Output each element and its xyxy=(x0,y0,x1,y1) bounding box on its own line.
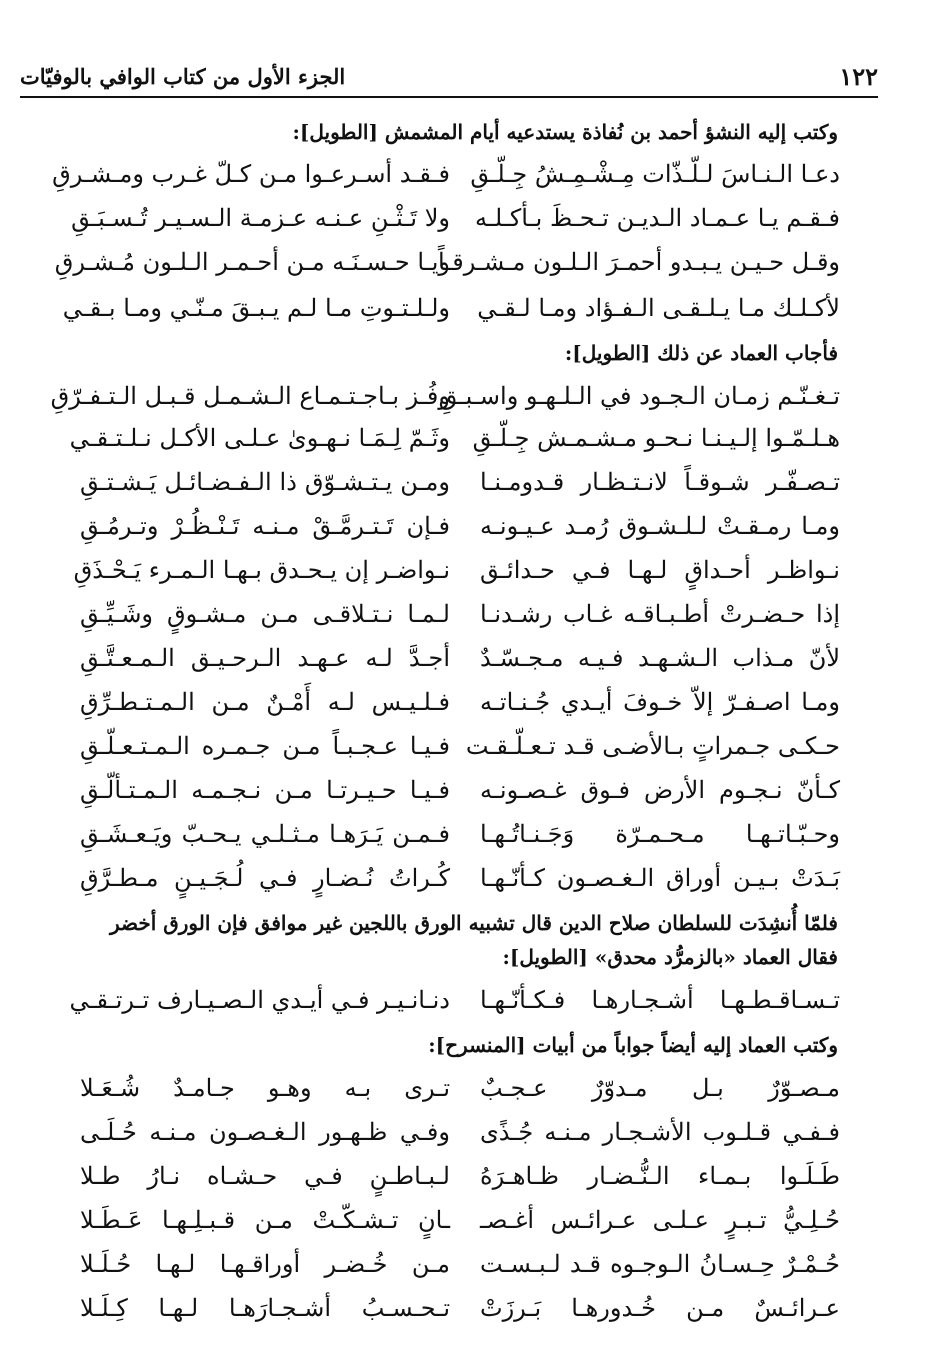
verse-second-hemistich: فـإن تَـتـرمَّـقْ مـنـه تَـنْـظُـرْ وتـرمُـقِ xyxy=(80,512,450,540)
verse-first-hemistich: دعـا الـنـاسَ لـلّـذّات مِـشْـمِـشُ جِـلّـقِ xyxy=(470,160,840,188)
section-intro: فأجاب العماد عن ذلك [الطويل]: xyxy=(564,341,838,365)
verse-line xyxy=(52,152,840,196)
verse-first-hemistich: لأنّ مـذاب الـشـهـد فـيـه مـجـسّـدٌ xyxy=(480,644,840,672)
verse-second-hemistich: ولـلـتـوتِ مـا لـم يـبـقَ مـنّـي ومـا بـقـي xyxy=(62,294,450,322)
section-intro-continued: فقال العماد «بالزمرُّد محدق» [الطويل]: xyxy=(502,945,838,969)
verse-line xyxy=(60,1198,840,1242)
verse-line xyxy=(60,978,840,1022)
verse-line xyxy=(60,504,840,548)
verse-second-hemistich: أجـدَّ لـه عـهـد الـرحـيـق الـمـعـتَّـقِ xyxy=(80,644,450,672)
verse-line xyxy=(54,240,840,284)
running-title: الجزء الأول من كتاب الوافي بالوفيّات xyxy=(20,63,346,89)
verse-second-hemistich: ومـن يـتـشـوّق ذا الـفـضـائـل يَـشـتـقِ xyxy=(80,468,450,496)
verse-first-hemistich: بَـدَتْ بـيـن أوراق الـغـصـون كـأنّـهـا xyxy=(480,864,840,892)
page-header xyxy=(20,56,878,98)
verse-line xyxy=(60,1242,840,1286)
verse-second-hemistich: فـقـد أسـرعـوا مـن كـلّ غـرب ومـشـرقِ xyxy=(52,160,450,188)
verse-first-hemistich: تـغـنّـم زمـان الـجـود في الـلـهـو واسـبـقِ xyxy=(438,382,840,410)
verse-second-hemistich: فـلـيـس لـه أَمْـنٌ مـن الـمـتـطـرِّقِ xyxy=(80,688,450,716)
verse-second-hemistich: مـن خُـضـر أوراقـهـا لـهـا حُـلَـلا xyxy=(80,1250,450,1278)
verse-second-hemistich: ولا تَـثْـنِ عـنـه عـزمـة الـسـيـر تُـسـبَـقِ xyxy=(71,204,450,232)
verse-first-hemistich: وحـبّـاتـهـا مـحـمـرّة وَجَـنـاتُـهـا xyxy=(480,820,840,848)
verse-first-hemistich: حـكـى جـمراتٍ بـالأضـى قـد تـعـلّـقـت xyxy=(465,732,840,760)
verse-line xyxy=(60,856,840,900)
verse-line xyxy=(60,680,840,724)
verse-first-hemistich: إذا حـضـرتْ أطـبـاقـه غـاب رشـدنـا xyxy=(480,600,840,628)
verse-second-hemistich: وثَـمّ لِـمَـا نـهـوىٰ عـلـى الأكـل نـلـتـقـي xyxy=(69,424,450,452)
verse-second-hemistich: نـواضـر إن يـحـدق بـهـا الـمـرء يَـحْـذَقِ xyxy=(73,556,450,584)
verse-first-hemistich: طَـلَـوا بـمـاء الـنُّـضـار ظـاهـرَهُ xyxy=(480,1162,840,1190)
verse-first-hemistich: وقـل حـيـن يـبـدو أحمـرَ الـلـون مـشـرقـاً xyxy=(437,248,840,276)
verse-line xyxy=(60,460,840,504)
verse-line xyxy=(60,1110,840,1154)
verse-line xyxy=(60,416,840,460)
verse-second-hemistich: كُـراتُ نُـضـارٍ فـي لُـجَـيـنٍ مـطـرَّقِ xyxy=(80,864,450,892)
verse-second-hemistich: وفُـز بـاجـتـمـاع الـشـمـل قـبـل الـتـفـرّقِ xyxy=(50,382,450,410)
verse-second-hemistich: ـانٍ تـشـكّـتْ مـن قـبـلِـهـا عَـطَـلا xyxy=(80,1206,450,1234)
verse-line xyxy=(60,768,840,812)
verse-first-hemistich: عـرائـسٌ مـن خُـدورهـا بَـرزَتْ xyxy=(480,1294,840,1322)
page-number: ١٢٢ xyxy=(839,61,878,91)
verse-second-hemistich: فـيـا عـجـبـاً مـن جـمـره الـمـتـعـلّـقِ xyxy=(80,732,450,760)
verse-first-hemistich: ومـا اصـفـرّ إلاّ خـوفَ أيـدي جُـنـاتـه xyxy=(480,688,840,716)
verse-second-hemistich: ويـا حـسـنَـه مـن أحـمـر الـلـون مُـشـرقِ xyxy=(54,248,450,276)
verse-line xyxy=(60,1066,840,1110)
section-intro: وكتب إليه النشؤ أحمد بن نُفاذة يستدعيه أيام المشمش [الطويل]: xyxy=(292,120,838,144)
verse-line xyxy=(60,1286,840,1330)
verse-second-hemistich: لـبـاطـنٍ فـي حـشـاه نـارُ طـلا xyxy=(80,1162,450,1190)
verse-line xyxy=(60,724,840,768)
verse-second-hemistich: دنـانـيـر فـي أيـدي الـصـيـارف تـرتـقـي xyxy=(69,986,450,1014)
section-intro: وكتب العماد إليه أيضاً جواباً من أبيات [المنسرح]: xyxy=(428,1033,838,1057)
verse-second-hemistich: فـمـن يَـرَهـا مـثـلـي يـحـبّ ويَـعـشَـقِ xyxy=(80,820,450,848)
verse-first-hemistich: ومـا رمـقـتْ لـلـشـوق رُمـد عـيـونـه xyxy=(480,512,840,540)
verse-line xyxy=(60,636,840,680)
verse-first-hemistich: فـفـي قـلـوب الأشـجـار مـنـه جُـذًى xyxy=(480,1118,840,1146)
verse-line xyxy=(50,374,840,418)
verse-second-hemistich: فـيـا حـيـرتـا مـن نـجـمـه الـمـتـألّـقِ xyxy=(80,776,450,804)
verse-first-hemistich: تـسـاقـطـهـا أشـجـارهـا فـكـأنّـهـا xyxy=(480,986,840,1014)
verse-line xyxy=(60,1154,840,1198)
verse-line xyxy=(60,548,840,592)
verse-first-hemistich: نـواظـر أحـداقٍ لـهـا فـي حـدائـق xyxy=(480,556,840,584)
verse-line xyxy=(60,196,840,240)
verse-first-hemistich: هـلـمّـوا إلـيـنـا نـحـو مـشـمـش جِـلّـقِ xyxy=(472,424,840,452)
verse-first-hemistich: فـقـم يـا عـمـاد الـديـن تـحـظَ بـأكـلـه xyxy=(474,204,840,232)
verse-first-hemistich: لأكـلـك مـا يـلـقـى الـفـؤاد ومـا لـقـي xyxy=(477,294,840,322)
verse-line xyxy=(60,592,840,636)
verse-second-hemistich: تـرى بـه وهـو جـامـدٌ شُـعَـلا xyxy=(80,1074,450,1102)
verse-second-hemistich: لـمـا نـتـلاقـى مـن مـشـوقٍ وشَـيِّـقِ xyxy=(80,600,450,628)
verse-first-hemistich: تـصـفّـر شـوقـاً لانـتـظـار قـدومـنـا xyxy=(480,468,840,496)
verse-first-hemistich: كـأنّ نـجـوم الأرض فـوق غـصـونـه xyxy=(480,776,840,804)
verse-first-hemistich: مـصـوّرٌ بـل مـدوّرٌ عـجـبٌ xyxy=(480,1074,840,1102)
verse-second-hemistich: وفـي ظـهـور الـغـصـون مـنـه حُـلَـى xyxy=(80,1118,450,1146)
verse-first-hemistich: حُـلِـيُّ تـبـرٍ عـلـى عـرائـس أغـصـ xyxy=(480,1206,840,1234)
section-intro: فلمّا أُنشِدَت للسلطان صلاح الدين قال تشبيه الورق باللجين غير موافق فإن الورق أخضر xyxy=(109,911,838,935)
verse-first-hemistich: حُـمْـرٌ حِـسـانُ الـوجـوه قـد لـبـسـت xyxy=(480,1250,840,1278)
verse-line xyxy=(60,812,840,856)
verse-second-hemistich: تـحـسـبُ أشـجـارَهـا لـهـا كِـلَـلا xyxy=(80,1294,450,1322)
verse-line xyxy=(60,286,840,330)
